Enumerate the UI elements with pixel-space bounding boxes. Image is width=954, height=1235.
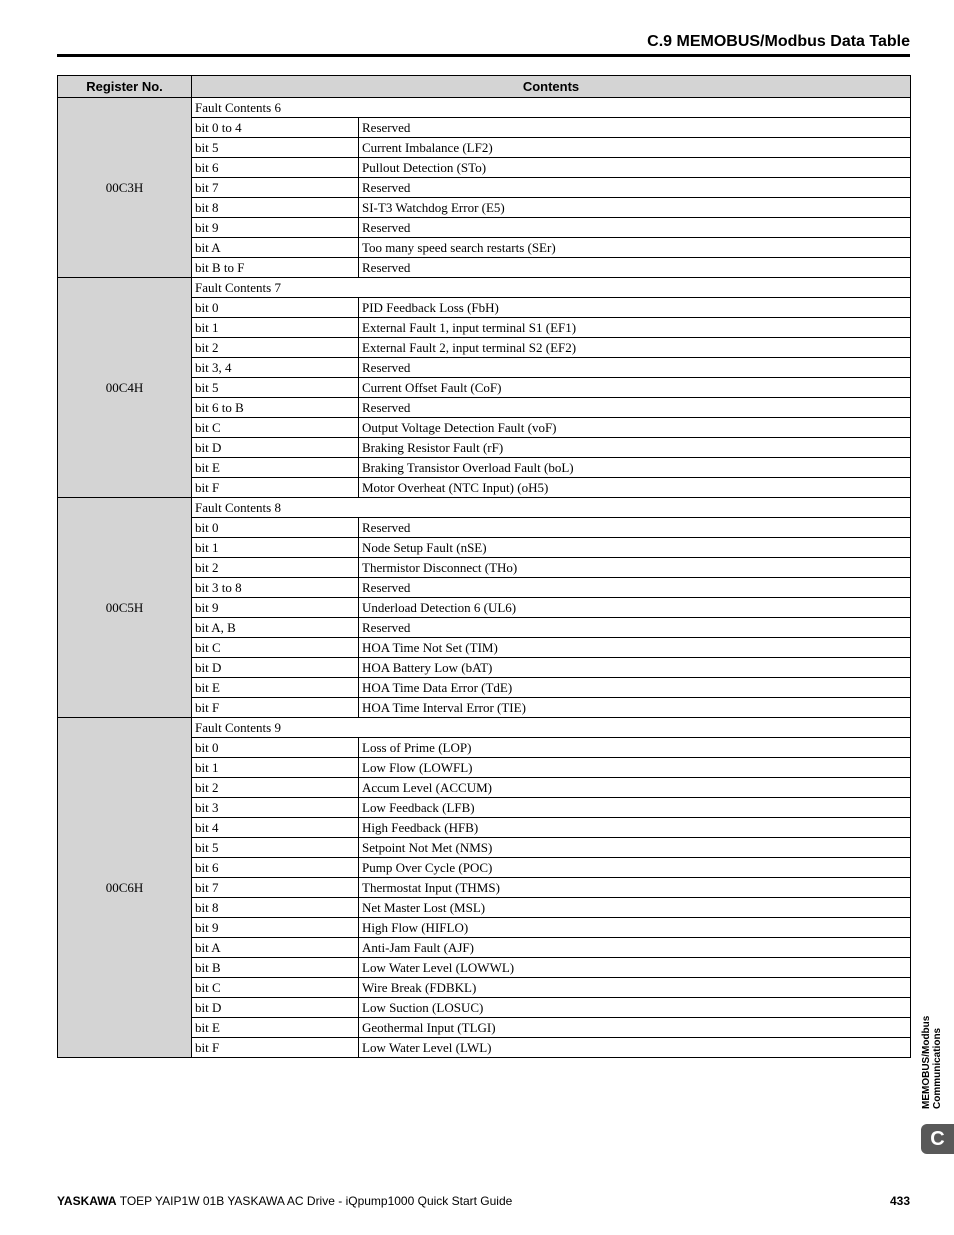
- bit-cell: bit B: [192, 958, 359, 978]
- table-row: [58, 718, 911, 738]
- description-cell: Low Suction (LOSUC): [359, 998, 911, 1018]
- bit-cell: bit 7: [192, 178, 359, 198]
- table-row: [58, 498, 911, 518]
- description-cell: Wire Break (FDBKL): [359, 978, 911, 998]
- description-cell: HOA Time Not Set (TIM): [359, 638, 911, 658]
- bit-cell: bit C: [192, 638, 359, 658]
- register-no-header: Register No.: [58, 76, 192, 98]
- bit-cell: bit A, B: [192, 618, 359, 638]
- bit-cell: bit 2: [192, 778, 359, 798]
- description-cell: High Feedback (HFB): [359, 818, 911, 838]
- description-cell: Too many speed search restarts (SEr): [359, 238, 911, 258]
- description-cell: Motor Overheat (NTC Input) (oH5): [359, 478, 911, 498]
- fault-contents-title: Fault Contents 7: [192, 278, 911, 298]
- footer-doc-title: TOEP YAIP1W 01B YASKAWA AC Drive - iQpump1000 Quick Start Guide: [119, 1194, 513, 1208]
- bit-cell: bit 6: [192, 858, 359, 878]
- description-cell: HOA Time Interval Error (TIE): [359, 698, 911, 718]
- description-cell: Net Master Lost (MSL): [359, 898, 911, 918]
- page-number: 433: [889, 1194, 910, 1208]
- bit-cell: bit F: [192, 698, 359, 718]
- description-cell: HOA Battery Low (bAT): [359, 658, 911, 678]
- bit-cell: bit 5: [192, 838, 359, 858]
- bit-cell: bit 6: [192, 158, 359, 178]
- description-cell: Anti-Jam Fault (AJF): [359, 938, 911, 958]
- bit-cell: bit 6 to B: [192, 398, 359, 418]
- bit-cell: bit 8: [192, 898, 359, 918]
- bit-cell: bit 3, 4: [192, 358, 359, 378]
- description-cell: High Flow (HIFLO): [359, 918, 911, 938]
- description-cell: Output Voltage Detection Fault (voF): [359, 418, 911, 438]
- description-cell: Braking Transistor Overload Fault (boL): [359, 458, 911, 478]
- section-title: C.9 MEMOBUS/Modbus Data Table: [647, 33, 910, 50]
- footer-text: [57, 1194, 512, 1208]
- bit-cell: bit 9: [192, 598, 359, 618]
- bit-cell: bit E: [192, 678, 359, 698]
- description-cell: SI-T3 Watchdog Error (E5): [359, 198, 911, 218]
- fault-contents-title: Fault Contents 6: [192, 98, 911, 118]
- description-cell: Low Feedback (LFB): [359, 798, 911, 818]
- bit-cell: bit 5: [192, 138, 359, 158]
- bit-cell: bit 5: [192, 378, 359, 398]
- description-cell: External Fault 1, input terminal S1 (EF1): [359, 318, 911, 338]
- description-cell: Setpoint Not Met (NMS): [359, 838, 911, 858]
- description-cell: Pump Over Cycle (POC): [359, 858, 911, 878]
- header-rule: [57, 54, 910, 57]
- bit-cell: bit 0: [192, 298, 359, 318]
- side-label-line2: Communications: [932, 1027, 943, 1109]
- bit-cell: bit 9: [192, 218, 359, 238]
- bit-cell: bit 1: [192, 758, 359, 778]
- description-cell: Reserved: [359, 258, 911, 278]
- contents-header: Contents: [192, 76, 911, 98]
- bit-cell: bit 3: [192, 798, 359, 818]
- bit-cell: bit 0: [192, 738, 359, 758]
- side-label-line1: MEMOBUS/Modbus: [921, 1015, 932, 1109]
- description-cell: Braking Resistor Fault (rF): [359, 438, 911, 458]
- bit-cell: bit D: [192, 998, 359, 1018]
- table-row: [58, 278, 911, 298]
- chapter-tab: C: [921, 1124, 954, 1154]
- register-number-cell: 00C5H: [58, 498, 192, 718]
- bit-cell: bit C: [192, 978, 359, 998]
- bit-cell: bit C: [192, 418, 359, 438]
- description-cell: Current Imbalance (LF2): [359, 138, 911, 158]
- bit-cell: bit 4: [192, 818, 359, 838]
- chapter-side-label: [920, 997, 950, 1109]
- bit-cell: bit F: [192, 1038, 359, 1058]
- description-cell: Node Setup Fault (nSE): [359, 538, 911, 558]
- bit-cell: bit E: [192, 458, 359, 478]
- description-cell: Thermistor Disconnect (THo): [359, 558, 911, 578]
- register-number-cell: 00C6H: [58, 718, 192, 1058]
- fault-contents-title: Fault Contents 9: [192, 718, 911, 738]
- description-cell: Thermostat Input (THMS): [359, 878, 911, 898]
- description-cell: Low Water Level (LOWWL): [359, 958, 911, 978]
- bit-cell: bit E: [192, 1018, 359, 1038]
- description-cell: Reserved: [359, 398, 911, 418]
- description-cell: External Fault 2, input terminal S2 (EF2): [359, 338, 911, 358]
- bit-cell: bit B to F: [192, 258, 359, 278]
- description-cell: Low Flow (LOWFL): [359, 758, 911, 778]
- bit-cell: bit A: [192, 938, 359, 958]
- bit-cell: bit 2: [192, 558, 359, 578]
- description-cell: Current Offset Fault (CoF): [359, 378, 911, 398]
- bit-cell: bit 7: [192, 878, 359, 898]
- bit-cell: bit 1: [192, 538, 359, 558]
- description-cell: Accum Level (ACCUM): [359, 778, 911, 798]
- bit-cell: bit D: [192, 658, 359, 678]
- bit-cell: bit 3 to 8: [192, 578, 359, 598]
- bit-cell: bit 1: [192, 318, 359, 338]
- bit-cell: bit F: [192, 478, 359, 498]
- bit-cell: bit 0 to 4: [192, 118, 359, 138]
- description-cell: Reserved: [359, 218, 911, 238]
- fault-contents-title: Fault Contents 8: [192, 498, 911, 518]
- description-cell: HOA Time Data Error (TdE): [359, 678, 911, 698]
- bit-cell: bit 0: [192, 518, 359, 538]
- bit-cell: bit A: [192, 238, 359, 258]
- table-row: [58, 98, 911, 118]
- register-table: [57, 75, 911, 1058]
- description-cell: Low Water Level (LWL): [359, 1038, 911, 1058]
- bit-cell: bit 8: [192, 198, 359, 218]
- description-cell: Reserved: [359, 178, 911, 198]
- description-cell: PID Feedback Loss (FbH): [359, 298, 911, 318]
- bit-cell: bit 9: [192, 918, 359, 938]
- description-cell: Reserved: [359, 578, 911, 598]
- register-number-cell: 00C4H: [58, 278, 192, 498]
- description-cell: Geothermal Input (TLGI): [359, 1018, 911, 1038]
- table-header-row: [58, 76, 911, 98]
- description-cell: Loss of Prime (LOP): [359, 738, 911, 758]
- description-cell: Reserved: [359, 358, 911, 378]
- bit-cell: bit D: [192, 438, 359, 458]
- description-cell: Reserved: [359, 618, 911, 638]
- register-number-cell: 00C3H: [58, 98, 192, 278]
- description-cell: Reserved: [359, 118, 911, 138]
- footer-brand: YASKAWA: [57, 1194, 117, 1208]
- description-cell: Reserved: [359, 518, 911, 538]
- description-cell: Underload Detection 6 (UL6): [359, 598, 911, 618]
- bit-cell: bit 2: [192, 338, 359, 358]
- description-cell: Pullout Detection (STo): [359, 158, 911, 178]
